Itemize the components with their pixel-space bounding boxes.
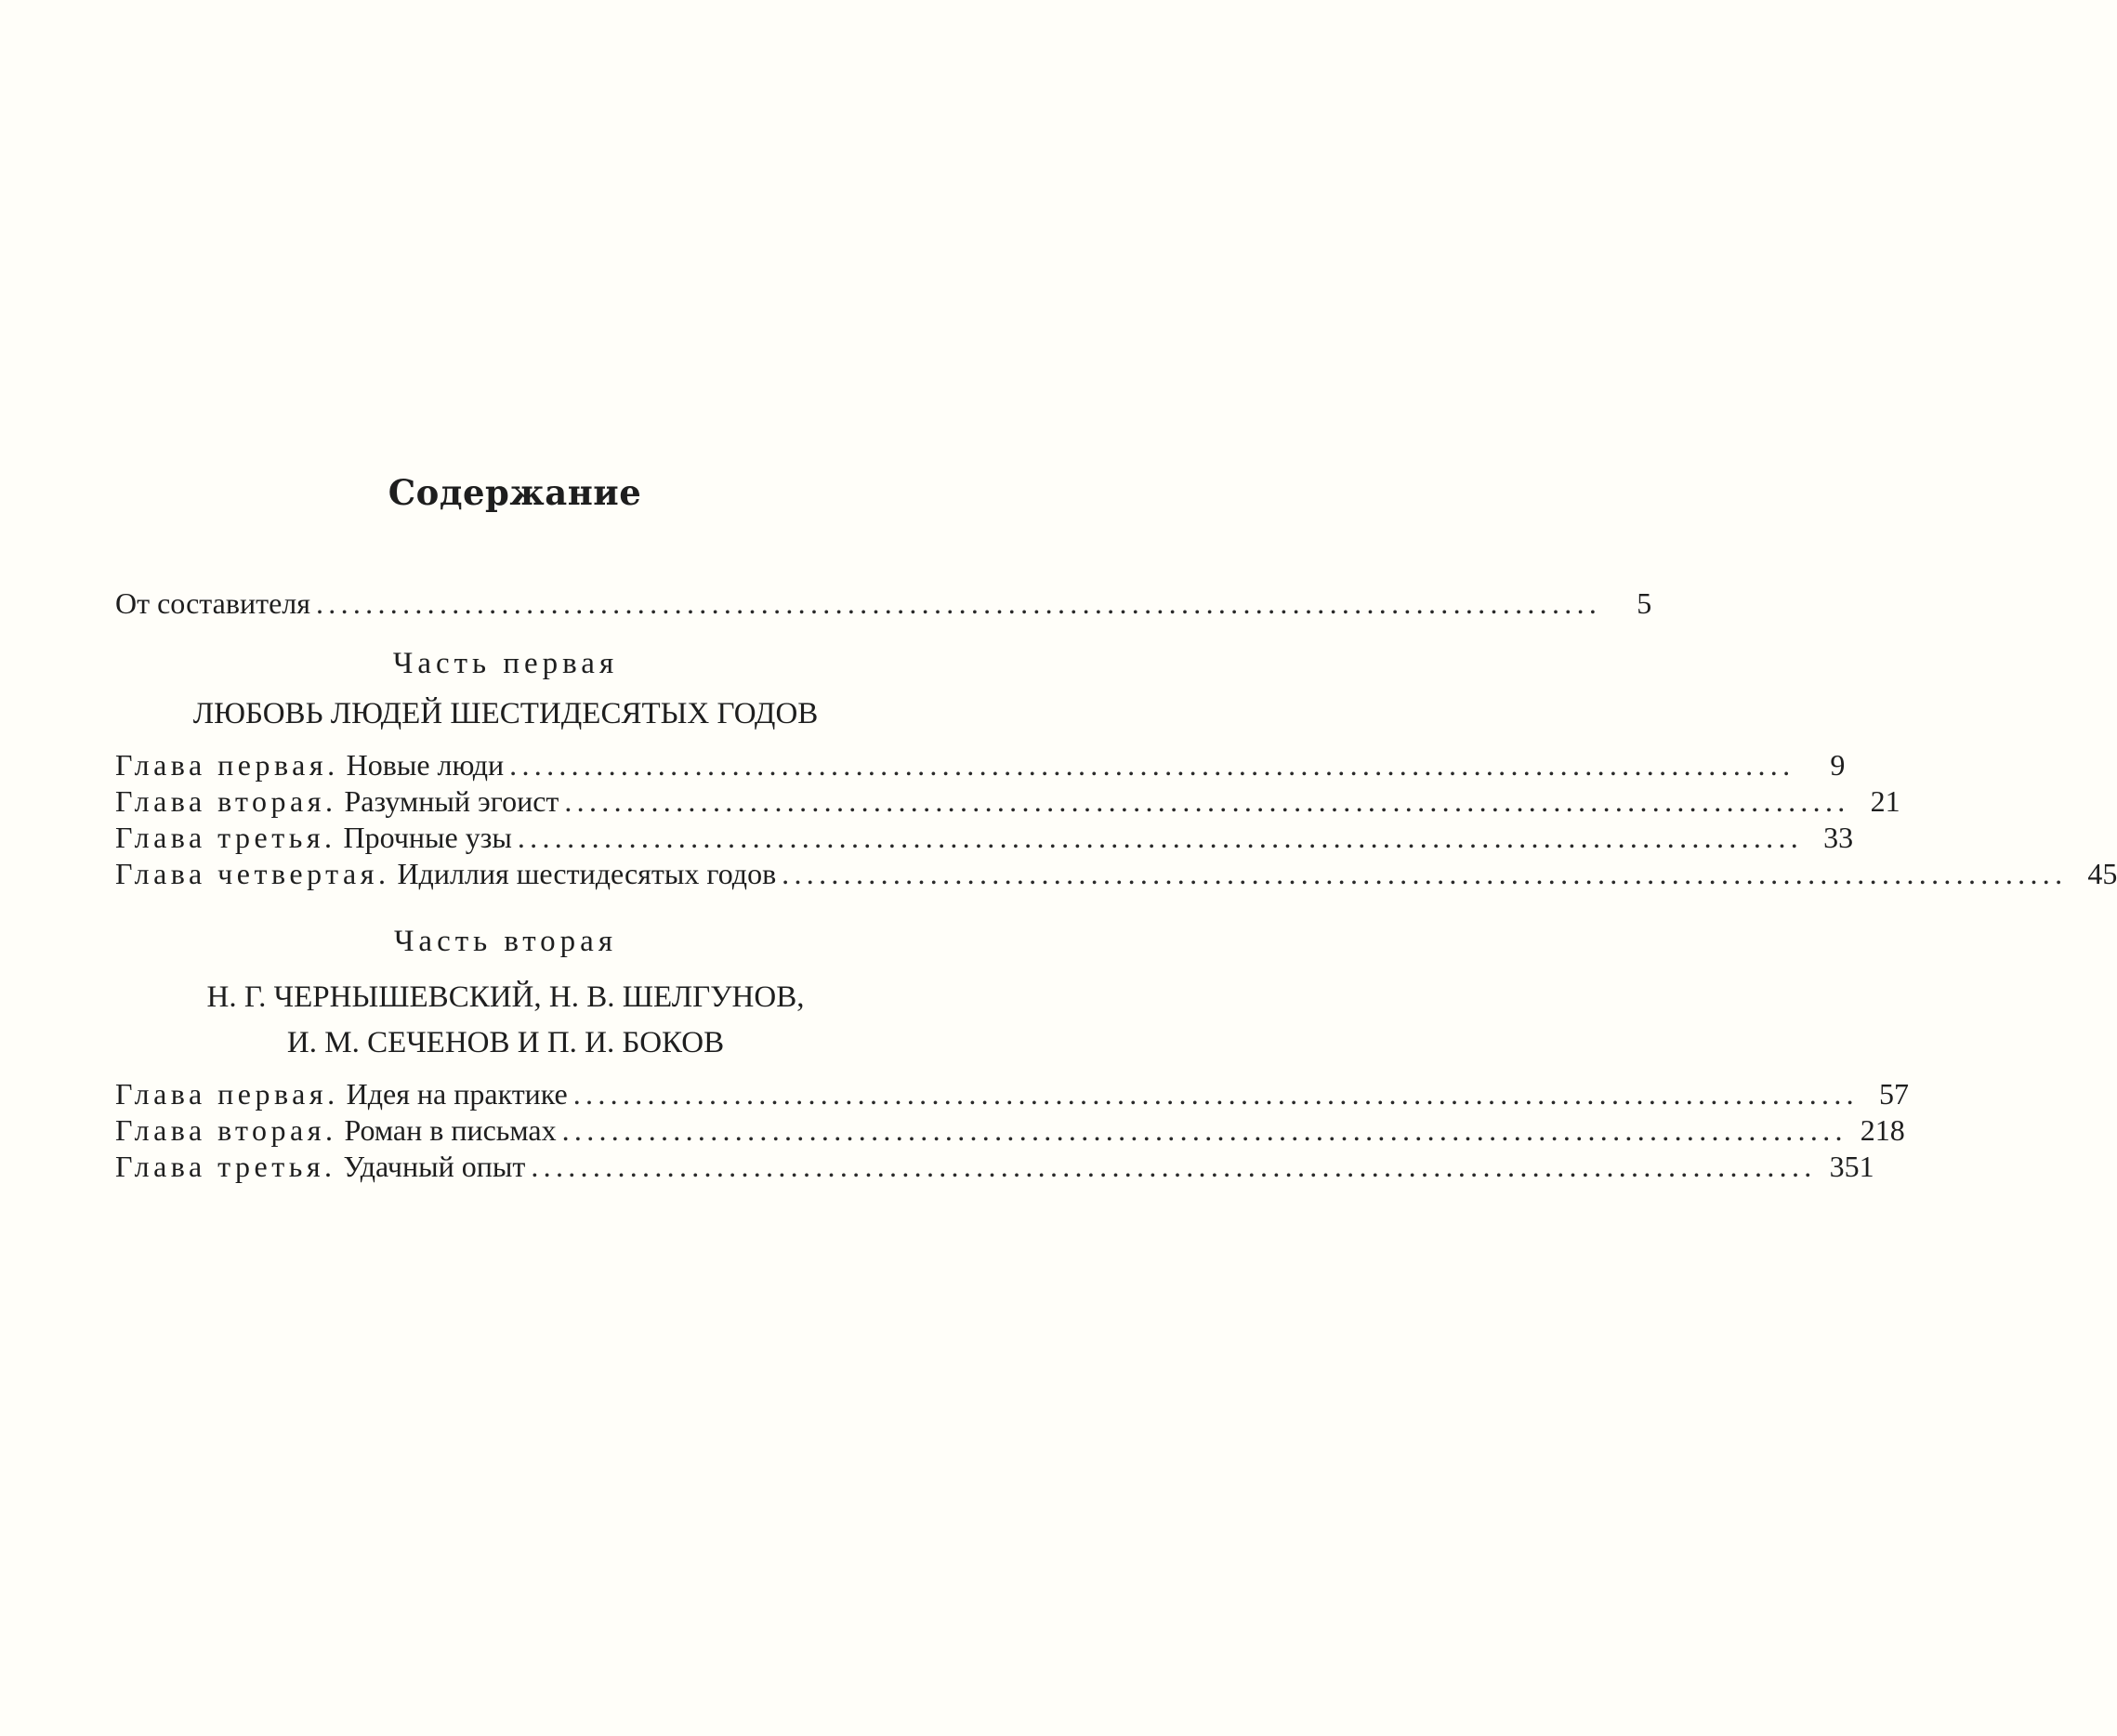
part-subtitle-1 [97,691,914,737]
part-heading-1: Часть первая [392,647,619,680]
chapter-number: Глава первая. [115,748,339,782]
chapter-number: Глава третья. [115,1150,336,1183]
toc-page-number: 5 [1637,586,1652,620]
chapter-number: Глава вторая. [115,784,337,818]
chapter-number: Глава вторая. [115,1113,337,1147]
page-title: Содержание [388,472,642,513]
chapter-title: Удачный опыт [335,1150,526,1183]
toc-entry [115,747,1846,783]
chapter-title: Разумный эгоист [336,784,559,818]
part-subtitle-2 [97,975,914,1066]
toc-page-number: 351 [1829,1150,1874,1183]
toc-leader-dots: ........................................................................................................ [531,1150,1817,1183]
toc-page-number: 21 [1870,784,1900,818]
toc-leader-dots: ........................................................................................................ [509,748,1795,782]
toc-leader-dots: ........................................................................................................ [315,586,1602,620]
part-subtitle-line: Н. Г. ЧЕРНЫШЕВСКИЙ, Н. В. ШЕЛГУНОВ, [206,980,805,1014]
chapter-title: Роман в письмах [336,1113,557,1147]
toc-entry [115,1149,1874,1185]
toc-leader-dots: ........................................................................................................ [561,1113,1847,1147]
toc-page-number: 57 [1878,1077,1909,1111]
toc-page-number: 218 [1860,1113,1905,1147]
part-subtitle-line: И. М. СЕЧЕНОВ И П. И. БОКОВ [286,1026,725,1059]
toc-entry [115,856,2117,892]
chapter-title: Идея на практике [338,1077,568,1111]
toc-entry-label: От составителя [115,586,310,620]
toc-leader-dots: ........................................................................................................ [517,821,1804,854]
part-heading-2: Часть вторая [393,925,618,958]
toc-entry [115,820,1854,856]
table-of-contents [115,585,2117,1185]
chapter-title: Прочные узы [335,821,512,854]
toc-entry [115,1076,1909,1112]
toc-leader-dots: ........................................................................................................ [782,857,2068,890]
toc-entry-intro [115,585,1652,622]
toc-page-number: 33 [1823,821,1854,854]
chapter-number: Глава четвертая. [115,857,390,890]
toc-page-number: 9 [1830,748,1846,782]
toc-leader-dots: ........................................................................................................ [572,1077,1859,1111]
chapter-number: Глава третья. [115,821,336,854]
toc-page-number: 45 [2087,857,2117,890]
chapter-title: Новые люди [338,748,505,782]
toc-entry [115,1112,1905,1149]
toc-leader-dots: ........................................................................................................ [564,784,1850,818]
chapter-title: Идиллия шестидесятых годов [389,857,777,890]
chapter-number: Глава первая. [115,1077,339,1111]
part-subtitle-line: ЛЮБОВЬ ЛЮДЕЙ ШЕСТИДЕСЯТЫХ ГОДОВ [192,697,819,730]
toc-entry [115,783,1900,820]
